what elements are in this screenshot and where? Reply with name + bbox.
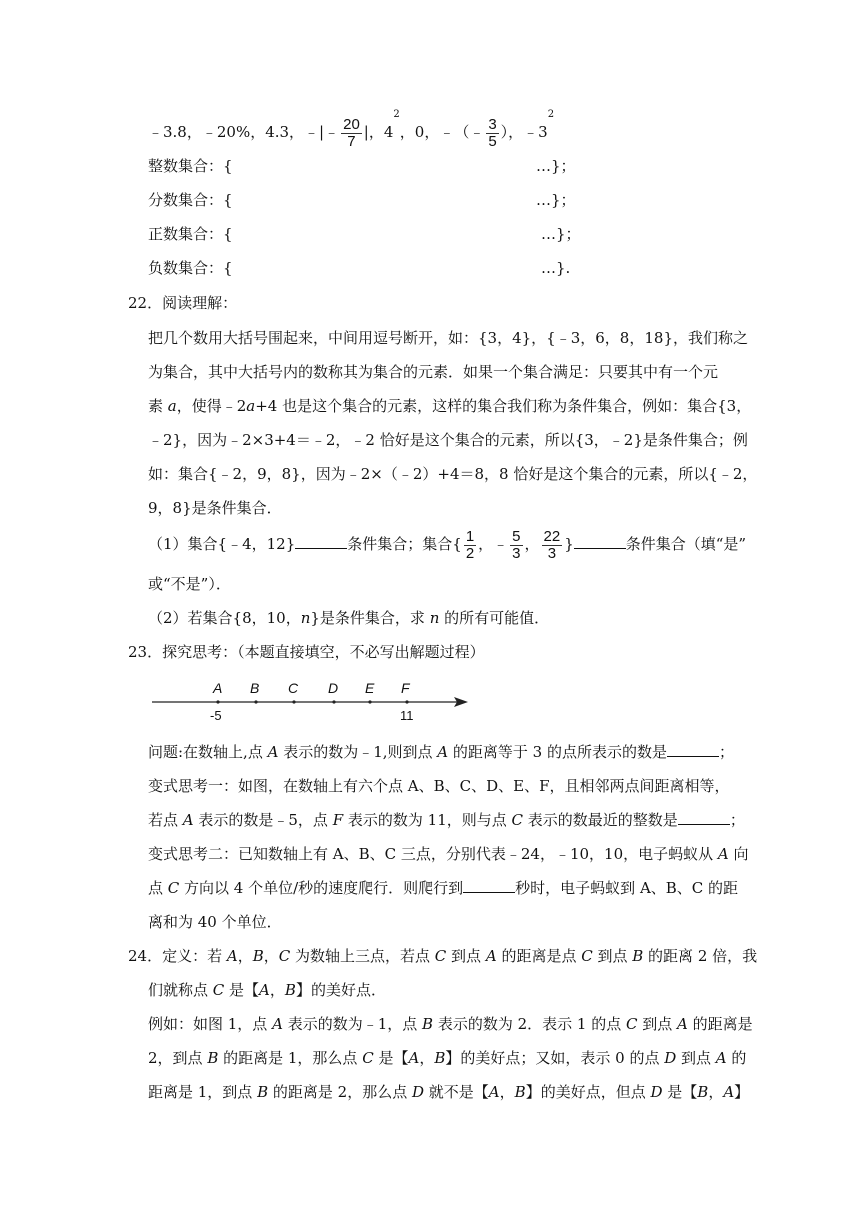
q22-paragraph-line: 把几个数用大括号围起来，中间用逗号断开，如：{3，4}，{﹣3，6，8，18}，我们称之 (148, 329, 748, 347)
q22-paragraph-line: 如：集合{﹣2，9，8}，因为﹣2×（﹣2）+4＝8，8 恰好是这个集合的元素，所以{﹣2， (148, 465, 758, 483)
answer-blank[interactable] (574, 534, 626, 549)
q23-line: 点 C 方向以 4 个单位/秒的速度爬行．则爬行到 秒时，电子蚂蚁到 A、B、C 的距 (148, 879, 739, 897)
q21-numbers-a: ﹣3.8，﹣20%，4.3，﹣|﹣ (148, 123, 340, 141)
q21-numbers-b: |，4 (363, 123, 394, 141)
q22-paragraph-line: ﹣2}，因为﹣2×3+4＝﹣2，﹣2 恰好是这个集合的元素，所以{3，﹣2}是条件集合；例 (148, 431, 748, 449)
answer-blank[interactable] (463, 878, 515, 893)
q23-line: 若点 A 表示的数是﹣5，点 F 表示的数为 11，则与点 C 表示的数最近的整数是 ； (148, 811, 745, 829)
negative-set-end: …}. (541, 259, 571, 277)
q22-subquestion-1-cont: 或“不是”）． (148, 575, 231, 593)
q21-superscript-1: 2 (393, 109, 400, 120)
variable-n: n (300, 609, 311, 627)
q22-title: 22．阅读理解： (128, 294, 238, 312)
fraction-5-3: $\frac{5}{3}$ (512, 527, 521, 562)
answer-blank[interactable] (667, 742, 719, 757)
q23-line: 变式思考二：已知数轴上有 A、B、C 三点，分别代表﹣24，﹣10，10，电子蚂蚁从 A 向 (148, 845, 749, 863)
answer-blank[interactable] (678, 810, 730, 825)
q22-subquestion-2: （2）若集合{8，10，n}是条件集合，求 n 的所有可能值． (148, 609, 550, 627)
variable-a: a (167, 397, 177, 415)
point-label-c: C (288, 680, 299, 696)
q23-line: 离和为 40 个单位． (148, 913, 282, 931)
set-label: 负数集合：{ (148, 259, 233, 277)
point-label-d: D (328, 680, 339, 696)
q24-line: 距离是 1，到点 B 的距离是 2，那么点 D 就不是【A，B】的美好点，但点 D 是【B，A】 (148, 1083, 750, 1101)
answer-blank[interactable] (295, 534, 347, 549)
q23-title: 23．探究思考：（本题直接填空，不必写出解题过程） (128, 643, 485, 661)
point-label-e: E (365, 680, 375, 696)
integer-set-end: …}； (536, 157, 576, 175)
point-label-b: B (250, 680, 260, 696)
q23-line: 问题:在数轴上,点 A 表示的数为﹣1,则到点 A 的距离等于 3 的点所表示的数是 ； (148, 743, 735, 761)
q21-numbers-d: ），﹣3 (500, 123, 548, 141)
fraction-20-7: $\frac{20}{7}$ (343, 115, 360, 150)
fraction-1-2: $\frac{1}{2}$ (465, 527, 475, 562)
q24-line: 们就称点 C 是【A，B】的美好点． (148, 981, 386, 999)
set-label: 整数集合：{ (148, 157, 233, 175)
q21-number-list (148, 110, 554, 154)
point-value-f: 11 (400, 708, 414, 723)
q24-line: 24．定义：若 A，B，C 为数轴上三点，若点 C 到点 A 的距离是点 C 到点 B 的距离 2 倍，我 (128, 947, 758, 965)
q24-line: 例如：如图 1，点 A 表示的数为﹣1，点 B 表示的数为 2．表示 1 的点 C 到点 A 的距离是 (148, 1015, 753, 1033)
integer-set-row (148, 155, 233, 177)
variable-a: a (246, 397, 256, 415)
set-label: 正数集合：{ (148, 225, 233, 243)
number-line-figure (148, 676, 478, 726)
q22-paragraph-line: 9，8}是条件集合． (148, 499, 282, 517)
variable-f: F (332, 811, 344, 829)
q22-paragraph-line: 素 a，使得﹣2a+4 也是这个集合的元素，这样的集合我们称为条件集合，例如：集合{3， (148, 397, 752, 415)
negative-set-row (148, 257, 233, 279)
q23-line: 变式思考一：如图，在数轴上有六个点 A、B、C、D、E、F，且相邻两点间距离相等， (148, 777, 730, 795)
q22-paragraph-line: 为集合，其中大括号内的数称其为集合的元素．如果一个集合满足：只要其中有一个元 (148, 363, 719, 381)
fraction-3-5: $\frac{3}{5}$ (488, 115, 497, 150)
fraction-22-3: $\frac{22}{3}$ (543, 527, 561, 562)
q24-line: 2，到点 B 的距离是 1，那么点 C 是【A，B】的美好点；又如，表示 0 的点 D 到点 A 的 (148, 1049, 747, 1067)
point-label-f: F (401, 680, 410, 696)
point-value-a: -5 (210, 708, 222, 723)
point-label-a: A (213, 680, 223, 696)
fraction-set-row (148, 189, 233, 211)
variable-n: n (429, 609, 440, 627)
q21-numbers-c: ，0，﹣（﹣ (399, 123, 485, 141)
positive-set-end: …}； (541, 225, 581, 243)
q21-superscript-2: 2 (547, 109, 555, 120)
q22-subquestion-1: （1）集合{﹣4，12} 条件集合；集合{ $\frac{1}{2}$ ，﹣ $\frac{5}{3}$ ， $\frac{22}{3}$ } 条件集合（填“是” (148, 527, 747, 562)
positive-set-row (148, 223, 233, 245)
set-label: 分数集合：{ (148, 191, 233, 209)
fraction-set-end: …}； (536, 191, 576, 209)
